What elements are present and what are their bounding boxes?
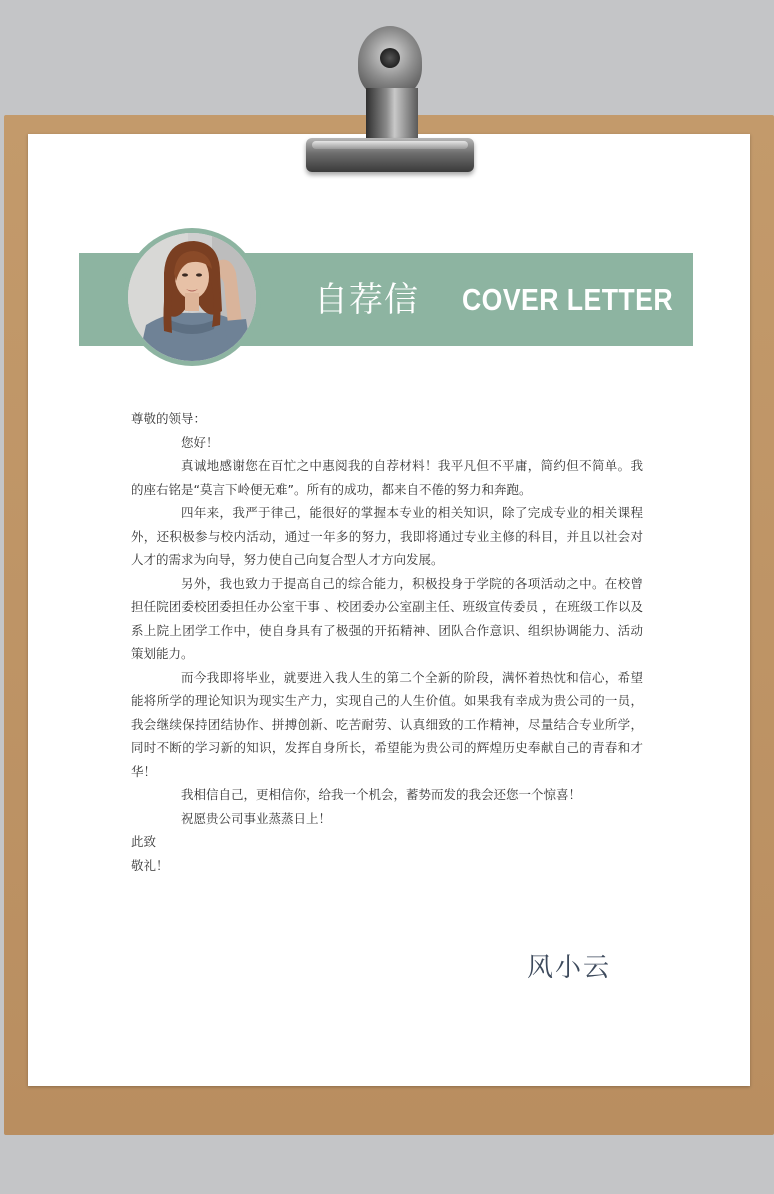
letter-closing-regards: 敬礼！ [131, 857, 169, 873]
letter-salutation: 尊敬的领导： [131, 411, 207, 426]
clip-ring-hole [380, 48, 400, 68]
letter-greeting: 您好！ [181, 434, 219, 450]
signature: 风小云 [527, 953, 612, 983]
letter-paragraph: 我相信自己，更相信你，给我一个机会，蓄势而发的我会还您一个惊喜！ [181, 787, 582, 802]
portrait-photo-icon [128, 233, 256, 361]
letter-paragraph: 另外，我也致力于提高自己的综合能力，积极投身于学院的各项活动之中。在校曾担任院团委校团委担任办公室干事 、校团委办公室副主任、班级宣传委员 ，在班级工作以及系上院上团学工作中，使自身具有了极强的开拓精神、团队合作意识、组织协调能力、活动策划能力。 [131, 575, 643, 661]
avatar [128, 233, 256, 361]
clip-stem [366, 88, 418, 140]
letter-paragraph: 四年来，我严于律己，能很好的掌握本专业的相关知识，除了完成专业的相关课程外，还积极参与校内活动，通过一年多的努力，我即将通过专业主修的科目，并且以社会对人才的需求为向导，努力使自己向复合型人才方向发展。 [131, 505, 643, 567]
letter-paragraph: 祝愿贵公司事业蒸蒸日上！ [181, 810, 332, 826]
title-english: COVER LETTER [462, 282, 674, 317]
clip-base-highlight [312, 141, 468, 149]
letter-paragraph: 真诚地感谢您在百忙之中惠阅我的自荐材料！我平凡但不平庸，简约但不简单。我的座右铭是“莫言下岭便无难”。所有的成功，都来自不倦的努力和奔跑。 [131, 458, 643, 497]
letter-paragraph: 而今我即将毕业，就要进入我人生的第二个全新的阶段，满怀着热忱和信心，希望能将所学的理论知识为现实生产力，实现自己的人生价值。如果我有幸成为贵公司的一员，我会继续保持团结协作、拼搏创新、吃苦耐劳、认真细致的工作精神，尽量结合专业所学，同时不断的学习新的知识，发挥自身所长，希望能为贵公司的辉煌历史奉献自己的青春和才华！ [131, 669, 643, 779]
letter-body [131, 407, 643, 877]
letter-closing: 此致 [131, 834, 157, 849]
title-chinese: 自荐信 [314, 280, 419, 320]
